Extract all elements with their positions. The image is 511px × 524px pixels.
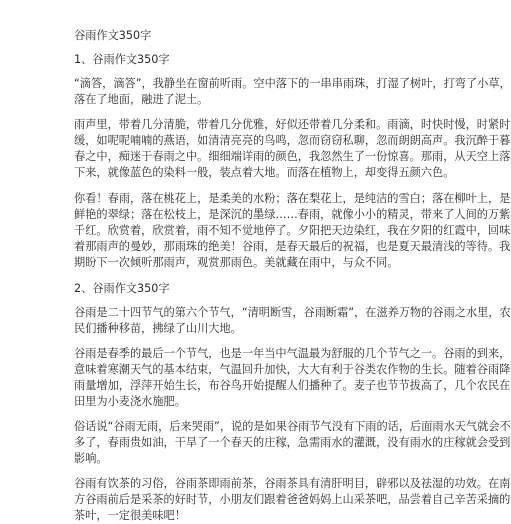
paragraph-line: 田里为小麦浇水施肥。: [74, 395, 186, 408]
paragraph-line: 春之中，痴迷于春雨之中。细细端详雨的颜色，我忽然生了一份惊喜。那雨，从天空上落: [74, 150, 511, 163]
section-heading: 2、谷雨作文350字: [74, 282, 170, 295]
paragraph-line: 落在了地面，融进了泥土。: [74, 93, 209, 106]
paragraph-line: 方谷雨前后是采茶的好时节，小朋友们跟着爸爸妈妈上山采茶吧，品尝着自己辛苦采摘的: [74, 493, 511, 506]
paragraph: [74, 76, 511, 108]
paragraph-line: 茶叶，一定很美味吧！: [74, 509, 186, 522]
paragraph: [74, 305, 511, 337]
paragraph-line: 影响。: [74, 452, 108, 465]
paragraph: [74, 117, 511, 181]
paragraph-line: 千红。欣赏着，欣赏着，雨不知不觉地停了。夕阳把天边染红，我在夕阳的红霞中，回味: [74, 224, 511, 237]
paragraph-line: 俗话说“谷雨无雨，后来哭雨”，说的是如果谷雨节气没有下雨的话，后面雨水天气就会不: [74, 420, 511, 433]
paragraph-line: 雨声里，带着几分清脆，带着几分优雅，好似还带着几分柔和。雨滴，时快时慢，时紧时: [74, 118, 511, 131]
paragraph: [74, 419, 511, 467]
paragraph-line: 鲜艳的翠绿；落在松枝上，是深沉的墨绿……春雨，就像小小的精灵，带来了人间的万紫: [74, 208, 511, 221]
paragraph-line: 期盼下一次倾听那雨声，观赏那雨色。美就藏在雨中，与众不同。: [74, 256, 399, 269]
paragraph-line: 着那雨声的曼妙，那雨珠的绝美！谷雨，是春天最后的祝福，也是夏天最清浅的等待。我: [74, 240, 511, 253]
document-body: [74, 28, 511, 524]
paragraph-line: 下来，就像蓝色的染料一般，装点着大地。而落在植物上，却变得五颜六色。: [74, 166, 455, 179]
paragraph-line: 意味着寒潮天气的基本结束，气温回升加快，大大有利于谷类农作物的生长。随着谷雨降: [74, 363, 511, 376]
paragraph: [74, 346, 511, 410]
section-heading: 1、谷雨作文350字: [74, 53, 170, 66]
paragraph-line: 谷雨是二十四节气的第六个节气，“清明断雪，谷雨断霜”，在滋养万物的谷雨之水里，农: [74, 306, 511, 319]
document-title: 谷雨作文350字: [74, 29, 152, 42]
paragraph-line: 你看！春雨，落在桃花上，是柔美的水粉；落在梨花上，是纯洁的雪白；落在柳叶上，是: [74, 192, 511, 205]
paragraph-line: 谷雨是春季的最后一个节气，也是一年当中气温最为舒服的几个节气之一。谷雨的到来，: [74, 347, 511, 360]
paragraph: [74, 191, 511, 271]
paragraph-line: “滴答，滴答”，我静坐在窗前听雨。空中落下的一串串雨珠，打湿了树叶，打弯了小草，: [74, 77, 511, 90]
paragraph-line: 多了，春雨贵如油，干旱了一个春天的庄稼，急需雨水的灌溉，没有雨水的庄稼就会受到: [74, 436, 511, 449]
paragraph: [74, 476, 511, 524]
paragraph-line: 谷雨有饮茶的习俗，谷雨茶即雨前茶，谷雨茶具有清肝明目，辟邪以及祛湿的功效。在南: [74, 477, 511, 490]
paragraph-line: 缓，如呢呢喃喃的燕语，如清清亮亮的鸟鸣，忽而窃窃私聊，忽而朗朗高声。我沉醉于暮: [74, 134, 511, 147]
paragraph-line: 雨量增加，浮萍开始生长，布谷鸟开始提醒人们播种了。麦子也节节拔高了，几个农民在: [74, 379, 511, 392]
paragraph-line: 民们播种移苗，拂绿了山川大地。: [74, 322, 242, 335]
